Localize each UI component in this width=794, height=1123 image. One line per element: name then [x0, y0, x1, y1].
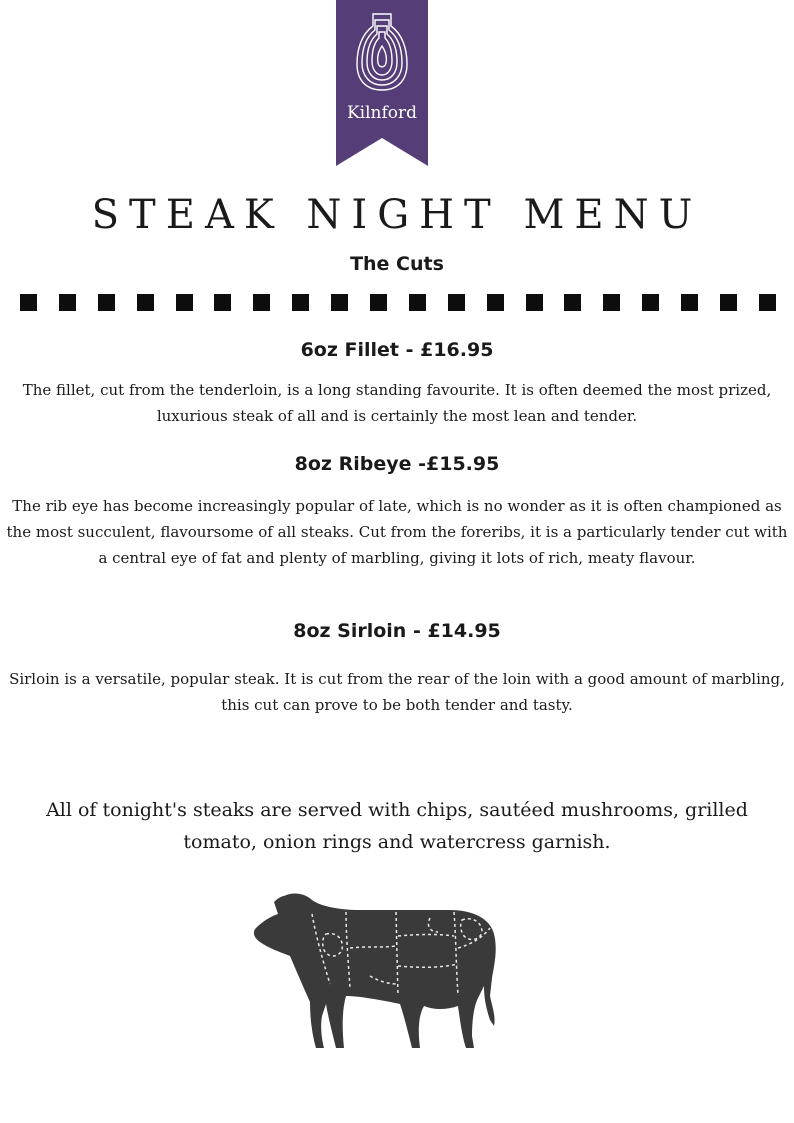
serving-note: All of tonight's steaks are served with chips, sautéed mushrooms, grilled tomato, onion rings and watercress garnish.: [46, 799, 748, 853]
logo-bottle-icon: [336, 0, 428, 166]
cow-cuts-icon: [250, 888, 500, 1056]
menu-item-description: Sirloin is a versatile, popular steak. It is cut from the rear of the loin with a good amount of marbling, this cut can prove to be both tender and tasty.: [9, 670, 785, 714]
page-title: STEAK NIGHT MENU: [91, 192, 703, 238]
menu-item-description: The fillet, cut from the tenderloin, is a long standing favourite. It is often deemed the most prized, luxurious steak of all and is certainly the most lean and tender.: [22, 381, 772, 425]
menu-item-name: 6oz Fillet - £16.95: [300, 339, 494, 361]
menu-item-name: 8oz Ribeye -£15.95: [294, 453, 500, 475]
page-subtitle: The Cuts: [350, 253, 444, 275]
checkered-divider: [20, 294, 776, 312]
menu-item-description: The rib eye has become increasingly popular of late, which is no wonder as it is often championed as the most succulent, flavoursome of all steaks. Cut from the foreribs, it is a particularly tender cut with a central eye of fat and plenty of marbling, giving it lots of rich, meaty flavour.: [6, 497, 788, 567]
menu-item-name: 8oz Sirloin - £14.95: [293, 620, 501, 642]
kilnford-logo-banner: [336, 0, 428, 166]
brand-name: Kilnford: [346, 103, 418, 123]
